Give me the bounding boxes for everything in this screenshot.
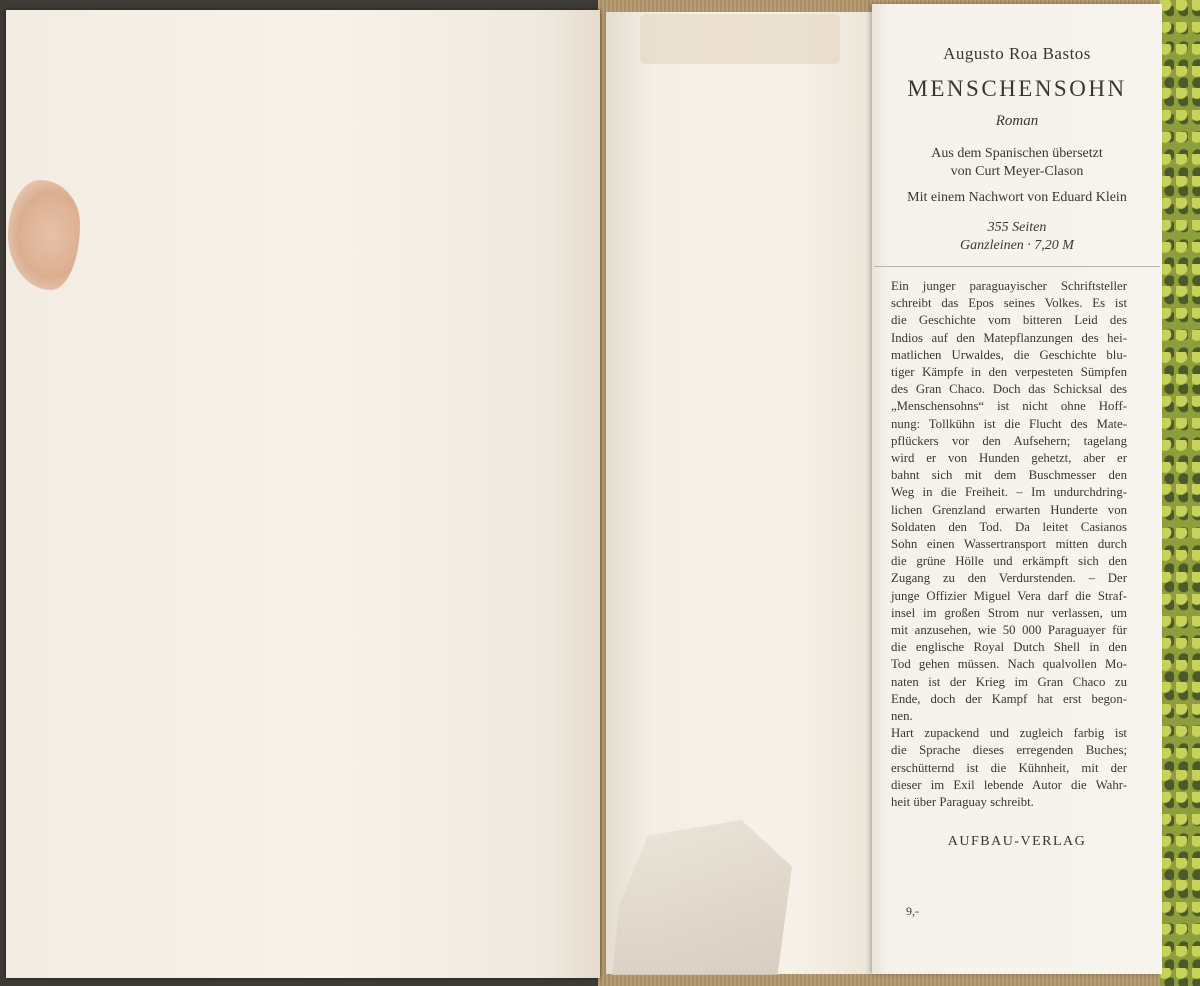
blurb-line: Soldaten den Tod. Da leitet Casianos [891, 519, 1127, 534]
blurb-line: lichen Grenzland erwarten Hunderte von [891, 502, 1127, 517]
blurb-line: die grüne Hölle und erkämpft sich den [891, 554, 1127, 569]
blurb-line: matlichen Urwaldes, die Geschichte blu- [891, 347, 1127, 362]
blurb-line: die Sprache dieses erregenden Buches; [891, 743, 1127, 758]
blurb-line: bahnt sich mit dem Buschmesser den [891, 468, 1127, 483]
blurb-line: Weg in die Freiheit. – Im undurchdring- [891, 485, 1127, 500]
blurb-line: des Gran Chaco. Doch das Schicksal des [891, 382, 1127, 397]
blurb-line: erschütternd ist die Kühnheit, mit der [891, 760, 1127, 775]
left-endpaper-page [6, 10, 600, 978]
flap-divider [874, 266, 1160, 267]
blurb-line: „Menschensohns“ ist nicht ohne Hoff- [891, 399, 1127, 414]
blurb-line: die Geschichte vom bitteren Leid des [891, 313, 1127, 328]
blurb-line: die englische Royal Dutch Shell in den [891, 640, 1127, 655]
blurb-line: pflückers vor den Aufsehern; tagelang [891, 433, 1127, 448]
afterword-note: Mit einem Nachwort von Eduard Klein [907, 190, 1127, 205]
blurb-line: Tod gehen müssen. Nach qualvollen Mo- [891, 657, 1127, 672]
translator-name: von Curt Meyer-Clason [950, 164, 1084, 179]
page-count: 355 Seiten [987, 220, 1047, 235]
blurb-line: Zugang zu den Verdurstenden. – Der [891, 571, 1127, 586]
blurb-line: Sohn einen Wassertransport mitten durch [891, 537, 1127, 552]
blurb-line: junge Offizier Miguel Vera darf die Straf- [891, 588, 1127, 603]
publisher-name: AUFBAU-VERLAG [947, 834, 1087, 849]
blurb-line: schreibt das Epos seines Volkes. Es ist [891, 296, 1127, 311]
tape-residue-top [640, 14, 840, 64]
blurb-line: nen. [891, 709, 913, 724]
translation-note: Aus dem Spanischen übersetzt [931, 146, 1103, 161]
blurb-line: dieser im Exil lebende Autor die Wahr- [891, 777, 1127, 792]
blurb-line: tiger Kämpfe in den verpesteten Sümpfen [891, 365, 1127, 380]
blurb-line: insel im großen Strom nur verlassen, um [891, 605, 1127, 620]
book-title: MENSCHENSOHN [907, 76, 1127, 101]
blurb-line: nung: Tollkühn ist die Flucht des Mate- [891, 416, 1127, 431]
blurb-line: naten ist der Krieg im Gran Chaco zu [891, 674, 1127, 689]
blurb-line: Ein junger paraguayischer Schriftsteller [891, 279, 1127, 293]
blurb-line: Hart zupackend und zugleich farbig ist [891, 726, 1127, 741]
dust-jacket-green-edge [1160, 0, 1200, 986]
blurb-text [891, 278, 1127, 811]
blurb-line: heit über Paraguay schreibt. [891, 795, 1034, 810]
price-mark: 9,- [906, 904, 919, 918]
blurb-line: Ende, doch der Kampf hat erst begon- [891, 691, 1127, 706]
genre-label: Roman [995, 113, 1039, 129]
author-name: Augusto Roa Bastos [943, 44, 1091, 63]
blurb-line: Indios auf den Matepflanzungen des hei- [891, 330, 1127, 345]
binding-price: Ganzleinen · 7,20 M [960, 238, 1074, 253]
blurb-line: mit anzusehen, wie 50 000 Paraguayer für [891, 623, 1127, 638]
blurb-line: wird er von Hunden gehetzt, aber er [891, 451, 1127, 466]
